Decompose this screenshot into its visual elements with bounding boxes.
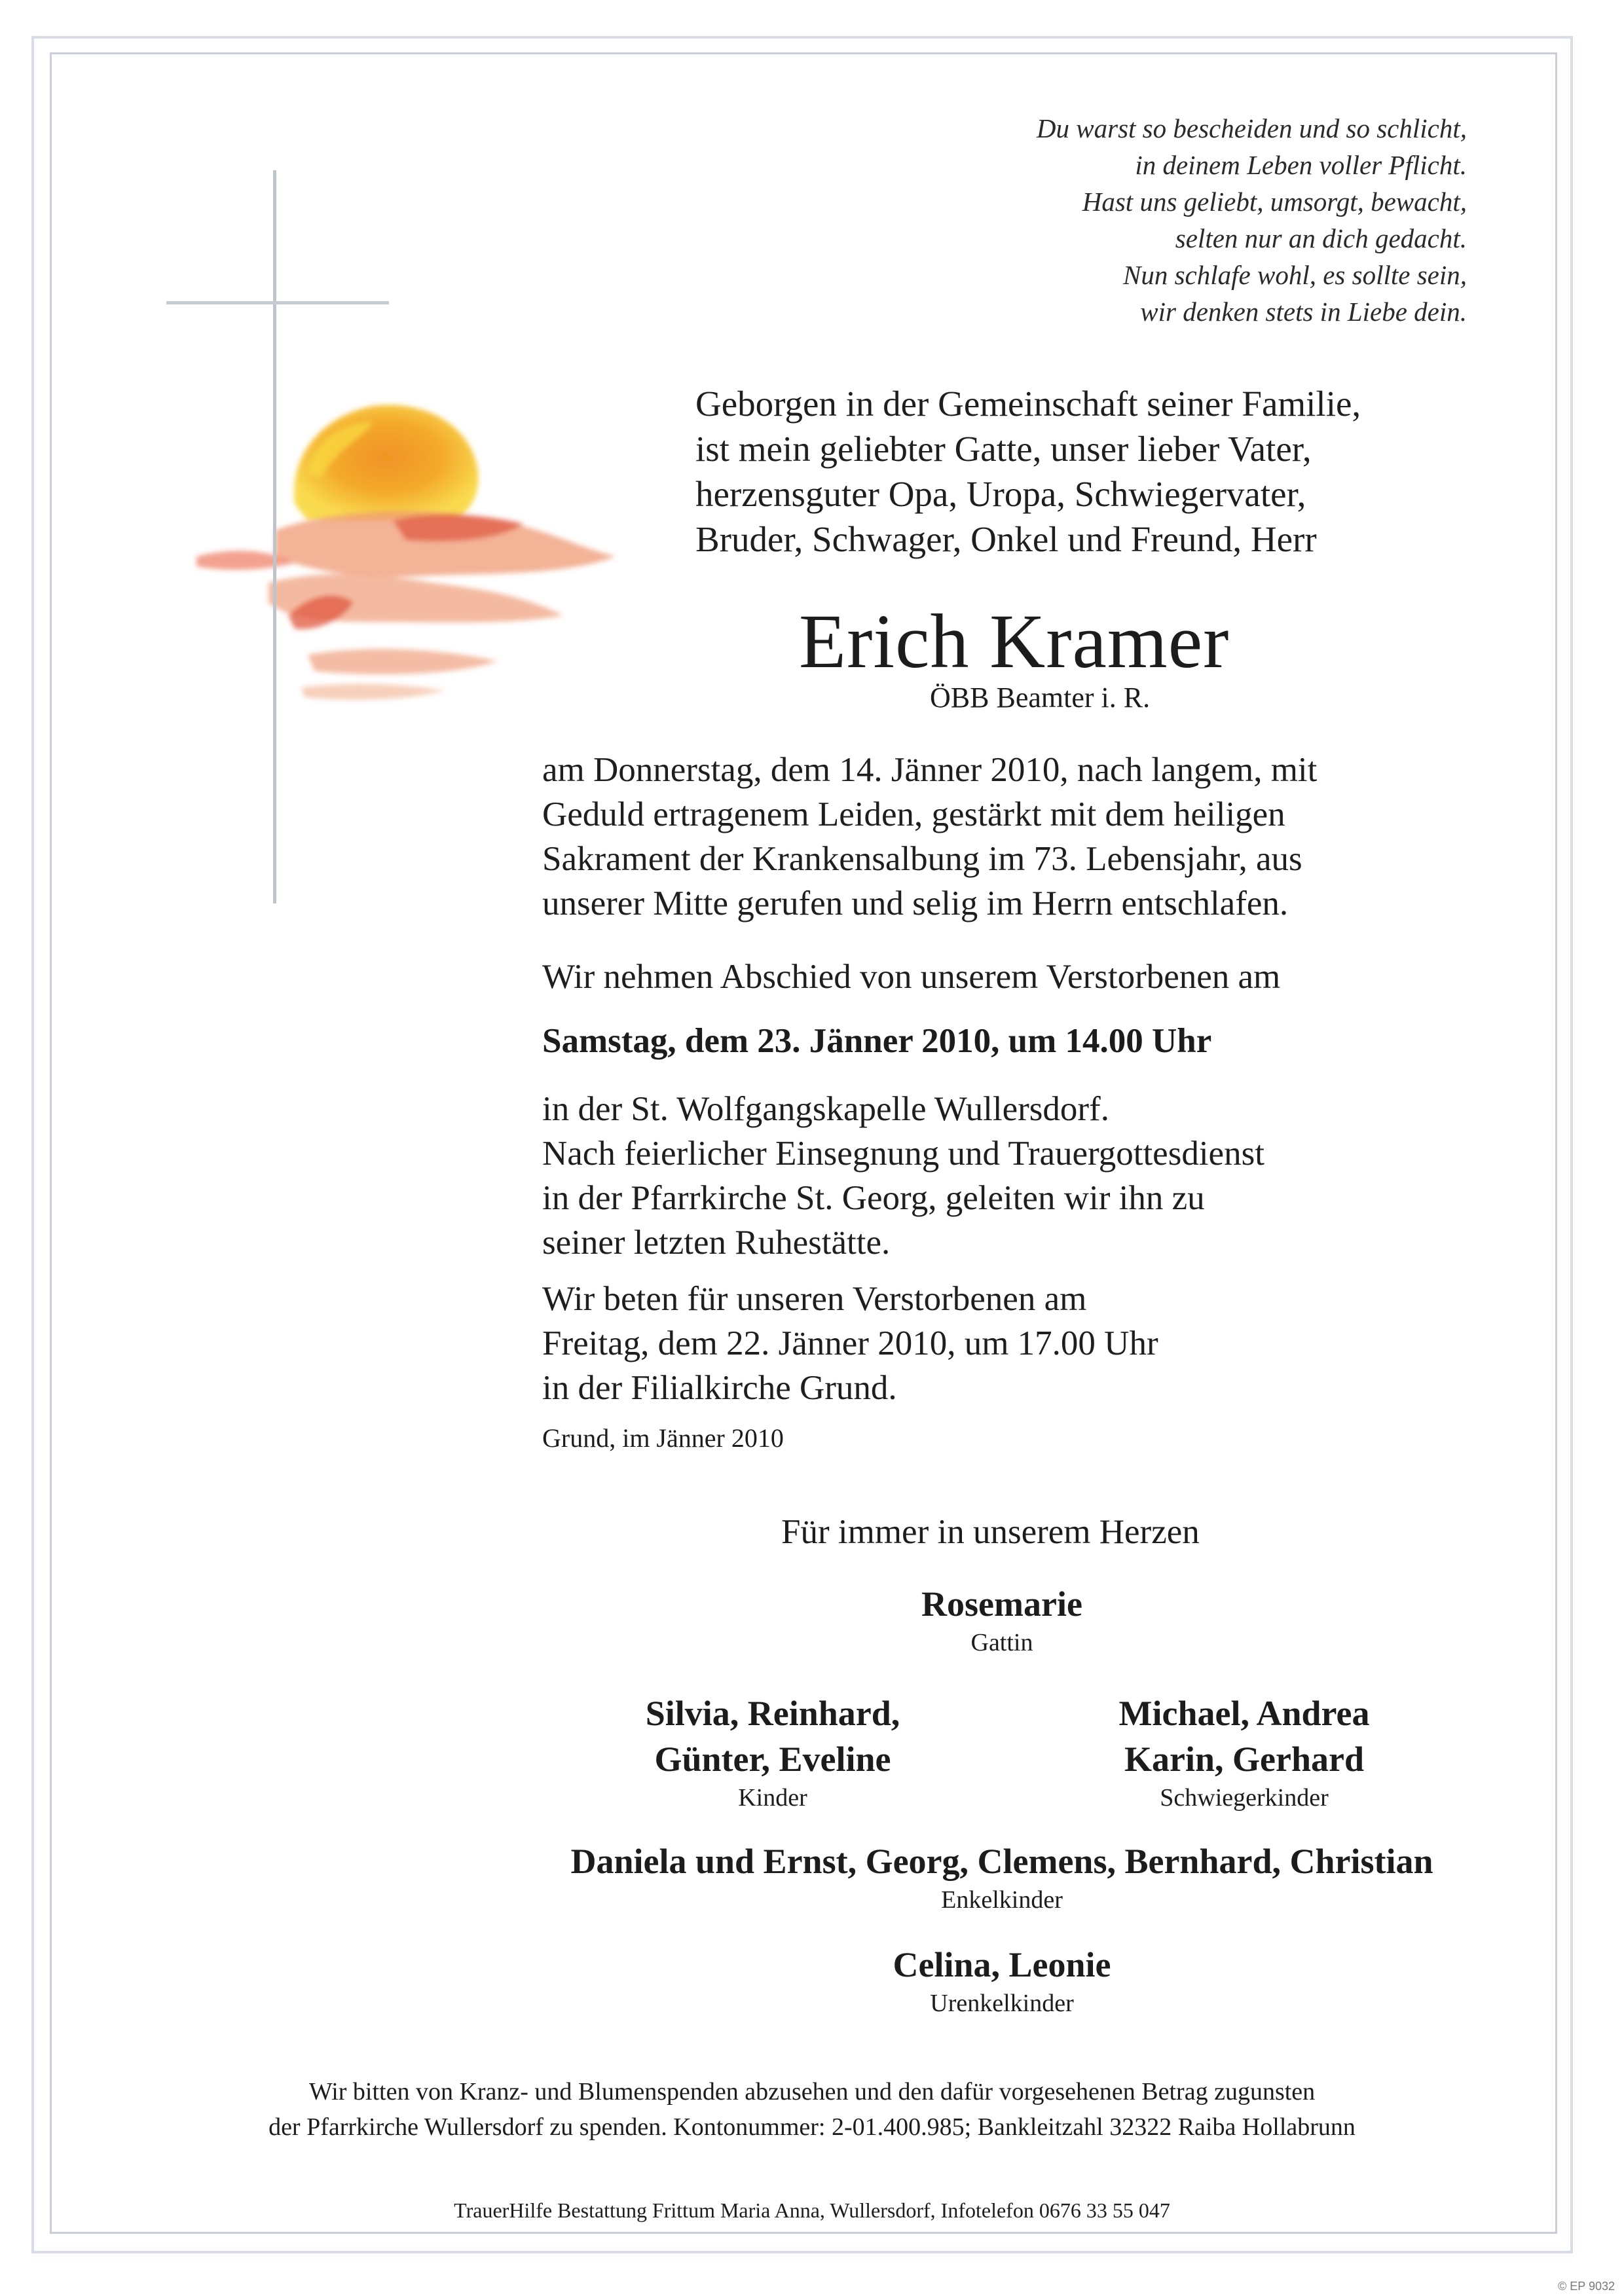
great-grandchildren-role: Urenkelkinder bbox=[930, 1990, 1074, 2017]
intro-text bbox=[695, 381, 1361, 562]
death-notice-line: am Donnerstag, dem 14. Jänner 2010, nach langem, mit bbox=[542, 751, 1318, 789]
in-laws-names-line: Karin, Gerhard bbox=[1124, 1740, 1364, 1779]
death-notice-line: unserer Mitte gerufen und selig im Herrn entschlafen. bbox=[542, 884, 1289, 922]
deceased-title: ÖBB Beamter i. R. bbox=[930, 682, 1151, 714]
form-code: © EP 9032 bbox=[1558, 2280, 1615, 2293]
prayer-line: Freitag, dem 22. Jänner 2010, um 17.00 Uhr bbox=[542, 1324, 1158, 1362]
prayer-line: Wir beten für unseren Verstorbenen am bbox=[542, 1280, 1087, 1318]
death-notice-line: Sakrament der Krankensalbung im 73. Lebensjahr, aus bbox=[542, 840, 1302, 878]
place-date: Grund, im Jänner 2010 bbox=[542, 1423, 784, 1453]
intro-line: Bruder, Schwager, Onkel und Freund, Herr bbox=[695, 519, 1317, 559]
poem-line: wir denken stets in Liebe dein. bbox=[1140, 297, 1467, 327]
donation-note bbox=[0, 2074, 1624, 2145]
farewell-line: in der St. Wolfgangskapelle Wullersdorf. bbox=[542, 1090, 1109, 1128]
poem-line: Du warst so bescheiden und so schlicht, bbox=[1036, 113, 1467, 143]
poem-line: Nun schlafe wohl, es sollte sein, bbox=[1123, 260, 1467, 290]
grandchildren-role: Enkelkinder bbox=[941, 1886, 1063, 1914]
poem bbox=[681, 110, 1467, 330]
children-names-line: Silvia, Reinhard, bbox=[645, 1694, 900, 1733]
intro-line: herzensguter Opa, Uropa, Schwiegervater, bbox=[695, 474, 1306, 514]
spouse-role: Gattin bbox=[970, 1629, 1033, 1656]
grandchildren-names: Daniela und Ernst, Georg, Clemens, Bernhard, Christian bbox=[570, 1842, 1433, 1881]
children-names-line: Günter, Eveline bbox=[654, 1740, 891, 1779]
farewell-details bbox=[542, 1087, 1264, 1265]
intro-line: Geborgen in der Gemeinschaft seiner Familie, bbox=[695, 384, 1361, 424]
family-children bbox=[576, 1690, 969, 1813]
farewell-date: Samstag, dem 23. Jänner 2010, um 14.00 Uhr bbox=[542, 1022, 1212, 1060]
poem-line: selten nur an dich gedacht. bbox=[1175, 223, 1467, 253]
great-grandchildren-names: Celina, Leonie bbox=[893, 1945, 1111, 1984]
in-laws-names-line: Michael, Andrea bbox=[1118, 1694, 1370, 1733]
family-great-grandchildren bbox=[805, 1942, 1198, 2019]
hearts-line: Für immer in unserem Herzen bbox=[781, 1513, 1200, 1551]
prayer-line: in der Filialkirche Grund. bbox=[542, 1369, 897, 1407]
poem-line: Hast uns geliebt, umsorgt, bewacht, bbox=[1082, 187, 1467, 217]
watercolor-sun bbox=[294, 405, 479, 520]
death-notice bbox=[542, 748, 1317, 926]
intro-line: ist mein geliebter Gatte, unser lieber Vater, bbox=[695, 429, 1312, 469]
spouse-name: Rosemarie bbox=[921, 1584, 1082, 1624]
donation-line: der Pfarrkirche Wullersdorf zu spenden. Kontonummer: 2-01.400.985; Bankleitzahl 32322 Raiba Hollabrunn bbox=[268, 2113, 1356, 2141]
poem-line: in deinem Leben voller Pflicht. bbox=[1135, 150, 1467, 180]
in-laws-role: Schwiegerkinder bbox=[1160, 1784, 1329, 1812]
family-in-laws bbox=[1048, 1690, 1441, 1813]
family-grandchildren bbox=[413, 1838, 1591, 1916]
death-notice-line: Geduld ertragenem Leiden, gestärkt mit dem heiligen bbox=[542, 795, 1285, 833]
family-spouse bbox=[838, 1581, 1166, 1658]
watercolor-washes bbox=[196, 511, 616, 700]
farewell-line: seiner letzten Ruhestätte. bbox=[542, 1224, 891, 1262]
prayer-notice bbox=[542, 1277, 1158, 1410]
donation-line: Wir bitten von Kranz- und Blumenspenden abzusehen und den dafür vorgesehenen Betrag zugunsten bbox=[308, 2078, 1316, 2105]
farewell-line: Nach feierlicher Einsegnung und Trauergottesdienst bbox=[542, 1135, 1264, 1173]
deceased-name: Erich Kramer bbox=[799, 598, 1230, 684]
children-role: Kinder bbox=[738, 1784, 807, 1812]
farewell-line: in der Pfarrkirche St. Georg, geleiten wir ihn zu bbox=[542, 1179, 1205, 1217]
farewell-intro: Wir nehmen Abschied von unserem Verstorbenen am bbox=[542, 958, 1281, 996]
funeral-home-imprint: TrauerHilfe Bestattung Frittum Maria Anna, Wullersdorf, Infotelefon 0676 33 55 047 bbox=[454, 2198, 1170, 2222]
